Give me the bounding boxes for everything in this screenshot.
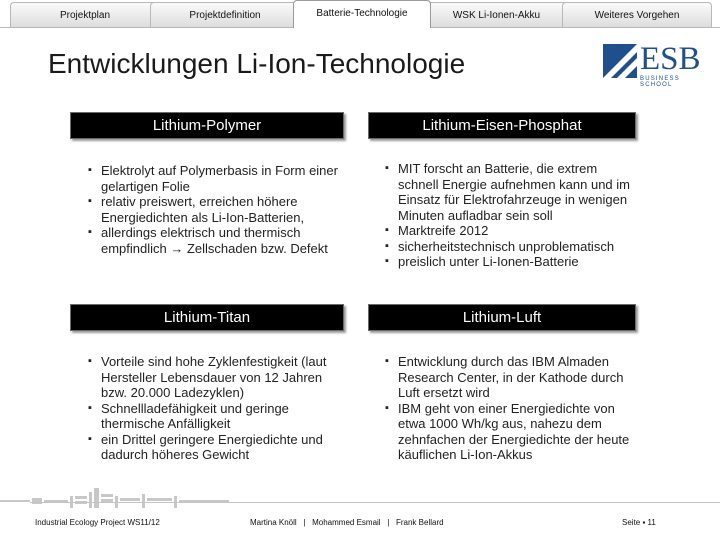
footer-divider <box>30 502 720 503</box>
list-item: ▪ allerdings elektrisch und thermisch empfindlich → Zellschaden bzw. Defekt <box>88 225 350 256</box>
section-heading-lithium-polymer <box>70 112 344 139</box>
page-number: Seite ▪ 11 <box>622 518 656 527</box>
tab-projektdefinition[interactable] <box>150 2 300 28</box>
logo-subtitle: BUSINESS SCHOOL <box>640 76 680 88</box>
list-item: ▪ Vorteile sind hohe Zyklenfestigkeit (laut Hersteller Lebensdauer von 12 Jahren bzw. 20.000 Ladezyklen) <box>88 354 350 401</box>
logo-wordmark: ESB <box>640 41 701 77</box>
section-heading-lithium-eisen-phosphat <box>368 112 636 139</box>
list-item: ▪ Marktreife 2012 <box>385 223 635 239</box>
section-heading-lithium-titan <box>70 304 344 331</box>
page-title: Entwicklungen Li-Ion-Technologie <box>48 48 466 79</box>
tab-label: Weiteres Vorgehen <box>594 10 680 21</box>
tab-projektplan[interactable] <box>10 2 160 28</box>
list-item: ▪ Schnellladefähigkeit und geringe thermische Anfälligkeit <box>88 401 350 432</box>
list-item: ▪ preislich unter Li-Ionen-Batterie <box>385 254 635 270</box>
list-item: ▪ MIT forscht an Batterie, die extrem schnell Energie aufnehmen kann und im Einsatz für Elektrofahrzeuge in wenigen Minuten aufladbar sein soll <box>385 161 635 223</box>
footer-course: Industrial Ecology Project WS11/12 <box>35 518 160 527</box>
list-item: ▪ relativ preiswert, erreichen höhere Energiedichten als Li-Ion-Batterien, <box>88 194 350 225</box>
list-item: ▪ Elektrolyt auf Polymerbasis in Form einer gelartigen Folie <box>88 163 350 194</box>
list-item: ▪ Entwicklung durch das IBM Almaden Research Center, in der Kathode durch Luft ersetzt wird <box>385 354 635 401</box>
section-heading-label: Lithium-Eisen-Phosphat <box>422 117 582 134</box>
tab-wsk-li-ionen-akku[interactable] <box>425 2 568 28</box>
section-heading-label: Lithium-Polymer <box>152 117 262 134</box>
section-heading-label: Lithium-Titan <box>163 309 251 326</box>
tab-label: Projektdefinition <box>189 10 261 21</box>
tab-batterie-technologie[interactable] <box>293 0 431 28</box>
section-heading-label: Lithium-Luft <box>462 309 542 326</box>
tab-label: Batterie-Technologie <box>316 8 408 19</box>
tab-label: WSK Li-Ionen-Akku <box>452 10 541 21</box>
footer-pattern-icon <box>0 486 230 516</box>
list-item: ▪ sicherheitstechnisch unproblematisch <box>385 239 635 255</box>
logo-emblem-icon <box>603 44 637 82</box>
esb-logo <box>603 41 713 88</box>
lithium-titan-list <box>88 354 350 463</box>
tab-label: Projektplan <box>59 10 111 21</box>
lithium-polymer-list <box>88 163 350 256</box>
list-item: ▪ ein Drittel geringere Energiedichte und dadurch höheres Gewicht <box>88 432 350 463</box>
tab-weiteres-vorgehen[interactable] <box>562 2 712 28</box>
footer-authors: Martina Knöll | Mohammed Esmail | Frank Bellard <box>250 518 444 527</box>
lithium-eisen-phosphat-list <box>385 161 635 270</box>
section-heading-lithium-luft <box>368 304 636 331</box>
top-navigation <box>0 0 720 28</box>
list-item: ▪ IBM geht von einer Energiedichte von etwa 1000 Wh/kg aus, nahezu dem zehnfachen der Energiedichte der heute käuflichen Li-Ion-Akkus <box>385 401 635 463</box>
lithium-luft-list <box>385 354 635 463</box>
